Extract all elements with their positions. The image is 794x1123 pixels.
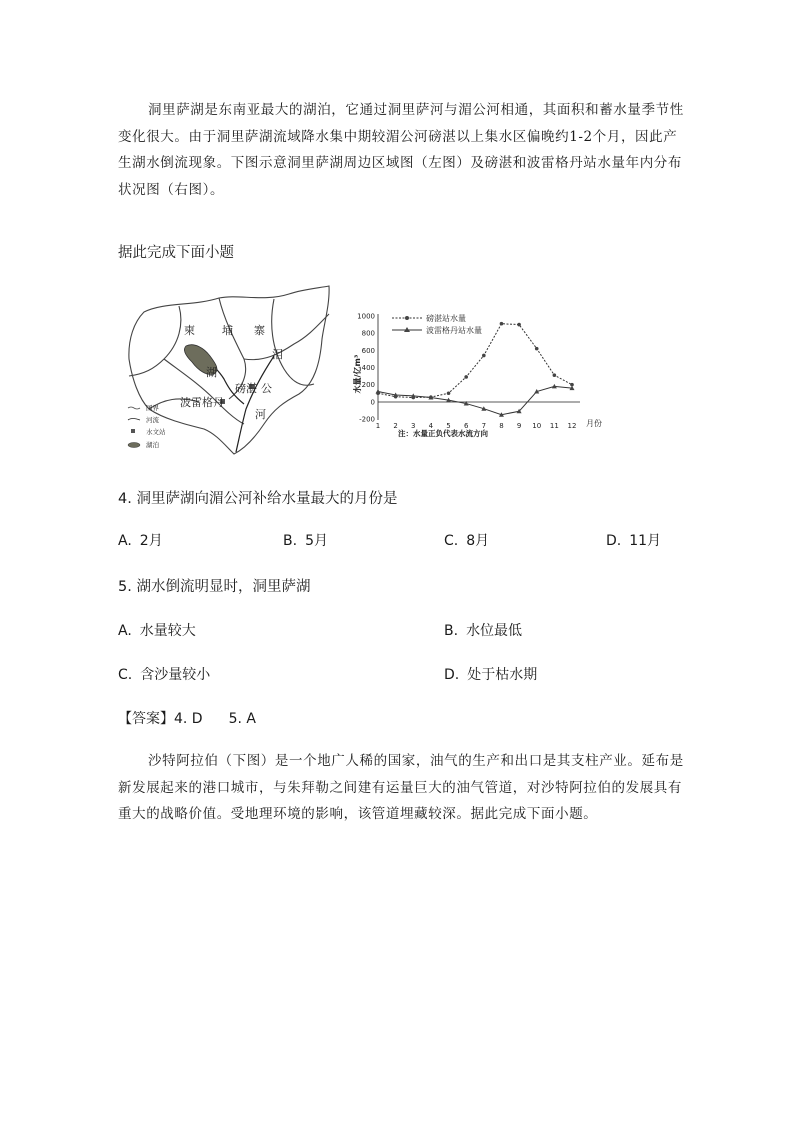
answer-label: 【答案】 [118, 711, 174, 727]
x-tick-label: 5 [446, 422, 451, 430]
series-line-prek-kdam [378, 386, 572, 414]
legend-series-2: 波雷格丹站水量 [426, 326, 482, 335]
option-key: D. [606, 533, 622, 549]
chart-legend [392, 313, 482, 335]
legend-border: 国界 [146, 404, 159, 412]
y-axis-label: 水量/亿m³ [353, 354, 362, 394]
option-text: 5月 [305, 533, 328, 549]
data-point [447, 391, 451, 395]
y-tick-label: 0 [370, 398, 375, 407]
x-axis-label: 月份 [586, 419, 602, 428]
option-text: 11月 [629, 533, 662, 549]
option-key: C. [118, 667, 133, 683]
y-tick-label: 200 [361, 381, 375, 390]
data-point [517, 323, 521, 327]
data-point [535, 347, 539, 351]
x-tick-label: 9 [516, 422, 522, 430]
passage-2: 沙特阿拉伯（下图）是一个地广人稀的国家，油气的生产和出口是其支柱产业。延布是新发展起来的港口城市，与朱拜勒之间建有运量巨大的油气管道，对沙特阿拉伯的发展具有重大的战略价值。受地理环境的影响，该管道埋藏较深。据此完成下面小题。 [118, 753, 684, 822]
region-map [124, 284, 338, 456]
q4-option-c[interactable] [444, 530, 489, 550]
map-legend [128, 403, 166, 449]
map-label-mekong-2: 河 [255, 408, 266, 421]
x-tick-label: 12 [567, 422, 577, 430]
option-text: 含沙量较小 [140, 667, 211, 683]
instruction: 据此完成下面小题 [118, 245, 234, 261]
x-tick-label: 6 [463, 422, 469, 430]
q4-option-b[interactable] [283, 530, 328, 550]
option-text: 水位最低 [466, 623, 523, 639]
data-point [553, 373, 557, 377]
map-label-cambodia-4: 泪 [272, 348, 283, 361]
water-volume-chart [350, 306, 612, 438]
x-tick-label: 8 [499, 422, 504, 430]
map-label-lake: 湖 [206, 366, 217, 379]
option-text: 8月 [466, 533, 490, 549]
data-point [464, 375, 468, 379]
option-key: A. [118, 533, 132, 549]
x-tick-label: 3 [411, 422, 416, 430]
y-tick-label: 400 [361, 364, 375, 372]
map-label-kampong-cham: 磅湛 [235, 382, 257, 395]
q4-option-d[interactable] [606, 530, 661, 550]
map-label-prek-kdam: 波雷格丹 [180, 396, 224, 409]
question-4-stem: 4. 洞里萨湖向湄公河补给水量最大的月份是 [118, 491, 398, 507]
q5-option-a[interactable] [118, 620, 196, 640]
passage-1: 洞里萨湖是东南亚最大的湖泊，它通过洞里萨河与湄公河相通，其面积和蓄水量季节性变化很大。由于洞里萨湖流域降水集中期较湄公河磅湛以上集水区偏晚约1-2个月，因此产生湖水倒流现象。下图示意洞里萨湖周边区域图（左图）及磅湛和波雷格丹站水量年内分布状况图（右图）。 [118, 102, 684, 198]
option-text: 处于枯水期 [467, 667, 538, 683]
answer-5: 5. A [228, 711, 256, 727]
chart-note: 注：水量正负代表水流方向 [398, 429, 488, 438]
option-key: D. [444, 667, 460, 683]
map-label-cambodia-1: 柬 [184, 324, 195, 337]
option-key: B. [283, 533, 298, 549]
data-point [482, 354, 486, 358]
question-5-stem: 5. 湖水倒流明显时，洞里萨湖 [118, 579, 311, 595]
y-tick-label: 800 [361, 329, 375, 338]
province-border [272, 299, 314, 385]
q5-option-d[interactable] [444, 664, 537, 684]
map-label-mekong-1: 公 [261, 382, 272, 395]
y-tick-label: 1000 [357, 312, 375, 321]
legend-lake: 湖泊 [146, 441, 159, 449]
x-tick-label: 7 [481, 422, 487, 430]
option-text: 水量较大 [139, 623, 196, 639]
answer-4: 4. D [174, 711, 203, 727]
mekong-river [236, 356, 274, 452]
legend-river: 河流 [146, 416, 159, 424]
option-text: 2月 [139, 533, 163, 549]
map-label-cambodia-3: 寨 [254, 324, 265, 337]
data-point [500, 322, 504, 326]
x-tick-label: 4 [428, 422, 434, 430]
legend-series-1: 磅湛站水量 [426, 314, 466, 323]
option-key: A. [118, 623, 132, 639]
y-tick-label: -200 [359, 415, 375, 424]
x-tick-label: 2 [393, 422, 398, 430]
x-tick-label: 10 [532, 422, 542, 430]
q5-option-b[interactable] [444, 620, 522, 640]
legend-station: 水文站 [146, 428, 166, 436]
option-key: C. [444, 533, 459, 549]
answer-line [118, 708, 256, 728]
option-key: B. [444, 623, 459, 639]
q5-option-c[interactable] [118, 664, 210, 684]
x-tick-label: 11 [549, 422, 559, 430]
x-tick-label: 1 [375, 422, 381, 430]
data-point [376, 389, 381, 394]
y-tick-label: 600 [361, 346, 375, 355]
q4-option-a[interactable] [118, 530, 163, 550]
map-label-cambodia-2: 埔 [222, 324, 233, 337]
